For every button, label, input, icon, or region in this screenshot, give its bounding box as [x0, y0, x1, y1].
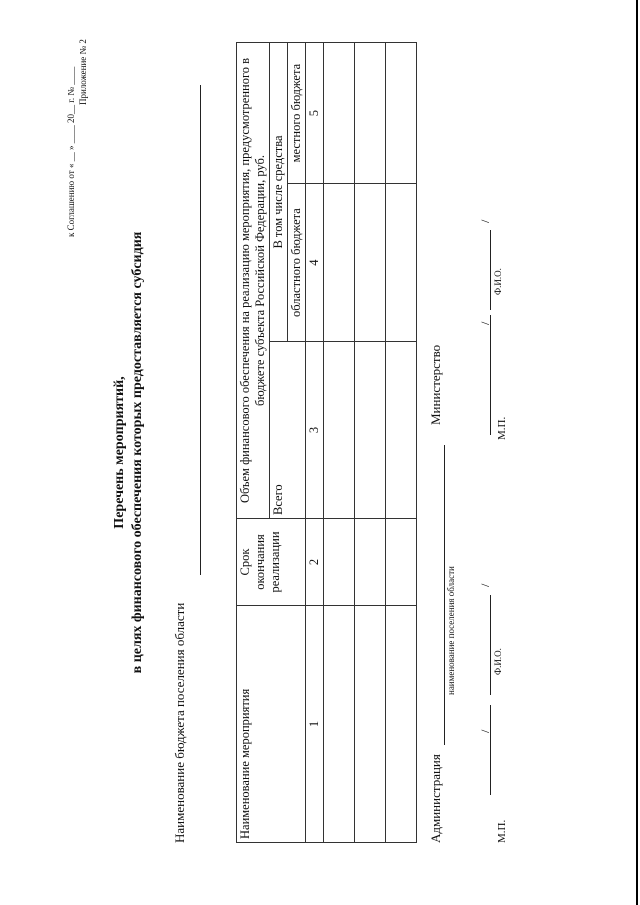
col-number-5: 5: [306, 43, 324, 184]
ministry-slash-1: /: [478, 321, 492, 325]
ministry-slash-2: /: [478, 219, 492, 223]
edge-rule: [636, 0, 638, 905]
table-cell: [355, 519, 386, 606]
appendix-label: Приложение № 2: [78, 39, 88, 105]
table-cell: [324, 43, 355, 184]
admin-sign-line-2: [490, 595, 491, 695]
page-subtitle: в целях финансового обеспечения которых предоставляется субсидия: [130, 231, 145, 674]
administration-label: Администрация: [428, 754, 443, 843]
header-regional: областного бюджета: [288, 184, 306, 342]
table-cell: [386, 342, 417, 519]
table-cell: [386, 184, 417, 342]
col-number-1: 1: [306, 606, 324, 843]
table-cell: [355, 342, 386, 519]
table-cell: [324, 342, 355, 519]
admin-slash-2: /: [478, 583, 492, 587]
table-row: [324, 43, 355, 843]
ministry-label: Министерство: [428, 344, 443, 425]
budget-name-underline: [200, 85, 201, 575]
table-cell: [355, 184, 386, 342]
header-including: В том числе средства: [270, 43, 288, 342]
table-cell: [324, 606, 355, 843]
page-title: Перечень мероприятий,: [112, 376, 127, 529]
table-cell: [386, 519, 417, 606]
ministry-sign-line-2: [490, 230, 491, 310]
table-cell: [386, 43, 417, 184]
administration-underline: [444, 445, 445, 745]
table-number-row: [306, 43, 324, 843]
table-cell: [324, 519, 355, 606]
header-funding: Объем финансового обеспечения на реализацию мероприятия, предусмотренного в бюджете субъекта Российской Федерации, руб.: [237, 43, 270, 519]
table-header-row: [237, 43, 270, 843]
header-activity: Наименование мероприятия: [237, 606, 306, 843]
admin-slash-1: /: [478, 729, 492, 733]
header-local: местного бюджета: [288, 43, 306, 184]
budget-name-label: Наименование бюджета поселения области: [172, 602, 187, 843]
activities-table: [236, 42, 417, 843]
admin-sign-line-1: [490, 705, 491, 795]
header-deadline: Срок окончания реализации: [237, 519, 306, 606]
col-number-2: 2: [306, 519, 324, 606]
admin-fio: Ф.И.О.: [493, 648, 503, 675]
ministry-mp: М.П.: [496, 416, 508, 440]
header-total: Всего: [270, 342, 306, 519]
admin-mp: М.П.: [496, 819, 508, 843]
col-number-4: 4: [306, 184, 324, 342]
table-cell: [355, 606, 386, 843]
table-cell: [355, 43, 386, 184]
ministry-sign-line-1: [490, 315, 491, 435]
agreement-line: к Соглашению от « __ » ____ 20__ г. № ____: [66, 66, 76, 237]
col-number-3: 3: [306, 342, 324, 519]
table-cell: [386, 606, 417, 843]
ministry-fio: Ф.И.О.: [493, 268, 503, 295]
settlement-caption: наименование поселения области: [446, 566, 456, 695]
table-row: [386, 43, 417, 843]
table-cell: [324, 184, 355, 342]
table-row: [355, 43, 386, 843]
